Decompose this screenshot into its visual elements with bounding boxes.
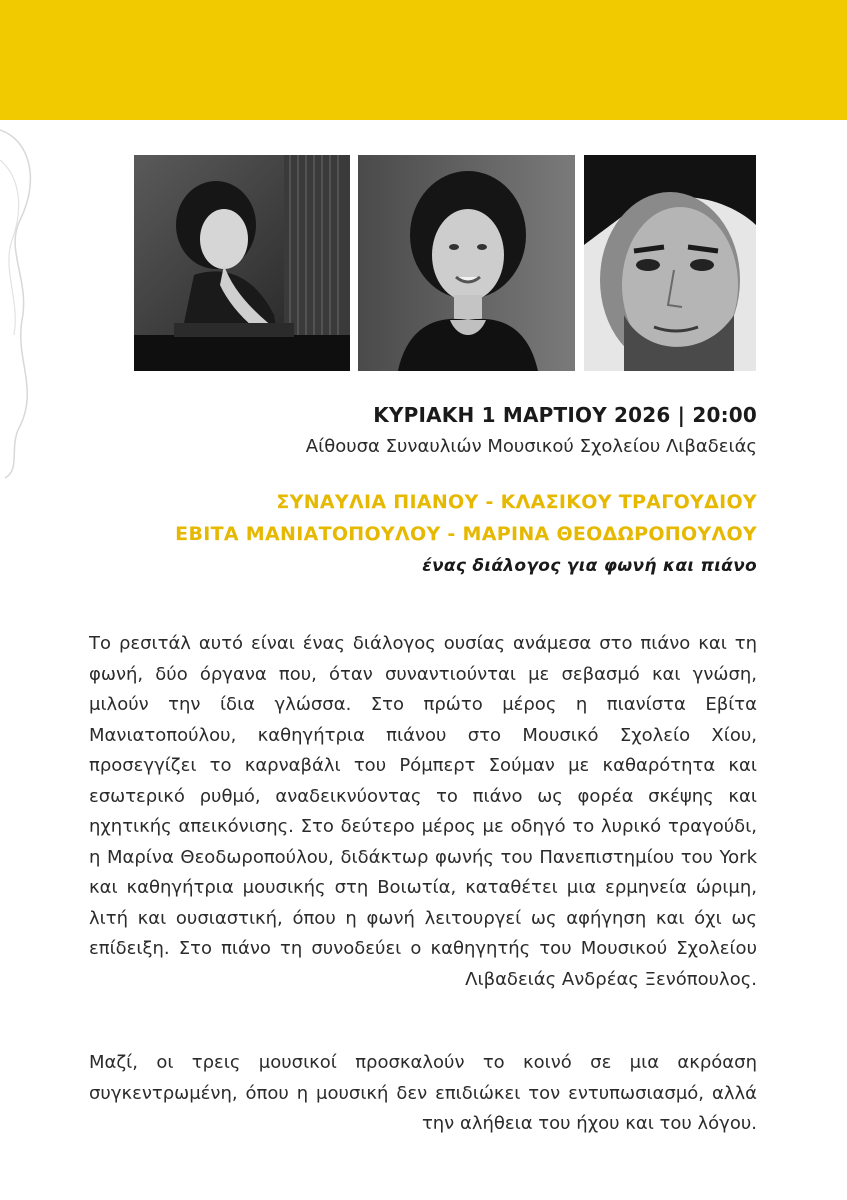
performers-names: ΕΒΙΤΑ ΜΑΝΙΑΤΟΠΟΥΛΟΥ - ΜΑΡΙΝΑ ΘΕΟΔΩΡΟΠΟΥΛΟΥ xyxy=(175,523,757,545)
decorative-swirl-icon xyxy=(0,120,60,480)
event-date-time: ΚΥΡΙΑΚΗ 1 ΜΑΡΤΙΟΥ 2026 | 20:00 xyxy=(373,403,757,427)
pianist-photo xyxy=(134,155,350,371)
soprano-photo xyxy=(358,155,575,371)
top-yellow-band xyxy=(0,0,847,120)
description-paragraph-2: Μαζί, οι τρεις μουσικοί προσκαλούν το κοινό σε μια ακρόαση συγκεντρωμένη, όπου η μουσική δεν επιδιώκει τον εντυπωσιασμό, αλλά την αλήθεια του ήχου και του λόγου. xyxy=(89,1052,757,1134)
pianist-male-photo xyxy=(584,155,756,371)
concert-subtitle: ένας διάλογος για φωνή και πιάνο xyxy=(422,556,757,576)
description-paragraph-1: Το ρεσιτάλ αυτό είναι ένας διάλογος ουσίας ανάμεσα στο πιάνο και τη φωνή, δύο όργανα που, όταν συναντιούνται με σεβασμό και γνώση, μιλούν την ίδια γλώσσα. Στο πρώτο μέρος η πιανίστα Εβίτα Μανιατοπούλου, καθηγήτρια πιάνου στο Μουσικό Σχολείο Χίου, προσεγγίζει το καρναβάλι του Ρόμπερτ Σούμαν με καθαρότητα και εσωτερικό ρυθμό, αναδεικνύοντας το πιάνο ως φορέα σκέψης και ηχητικής απεικόνισης. Στο δεύτερο μέρος με οδηγό το λυρικό τραγούδι, η Μαρίνα Θεοδωροπούλου, διδάκτωρ φωνής του Πανεπιστημίου του York και καθηγήτρια μουσικής στη Βοιωτία, καταθέτει μια ερμηνεία ώριμη, λιτή και ουσιαστική, όπου η φωνή λειτουργεί ως αφήγηση και όχι ως επίδειξη. Στο πιάνο τη συνοδεύει ο καθηγητής του Μουσικού Σχολείου Λιβαδειάς Ανδρέας Ξενόπουλος. xyxy=(89,633,757,990)
concert-title: ΣΥΝΑΥΛΙΑ ΠΙΑΝΟΥ - ΚΛΑΣΙΚΟΥ ΤΡΑΓΟΥΔΙΟΥ xyxy=(276,491,757,513)
event-venue: Αίθουσα Συναυλιών Μουσικού Σχολείου Λιβαδειάς xyxy=(305,436,757,457)
